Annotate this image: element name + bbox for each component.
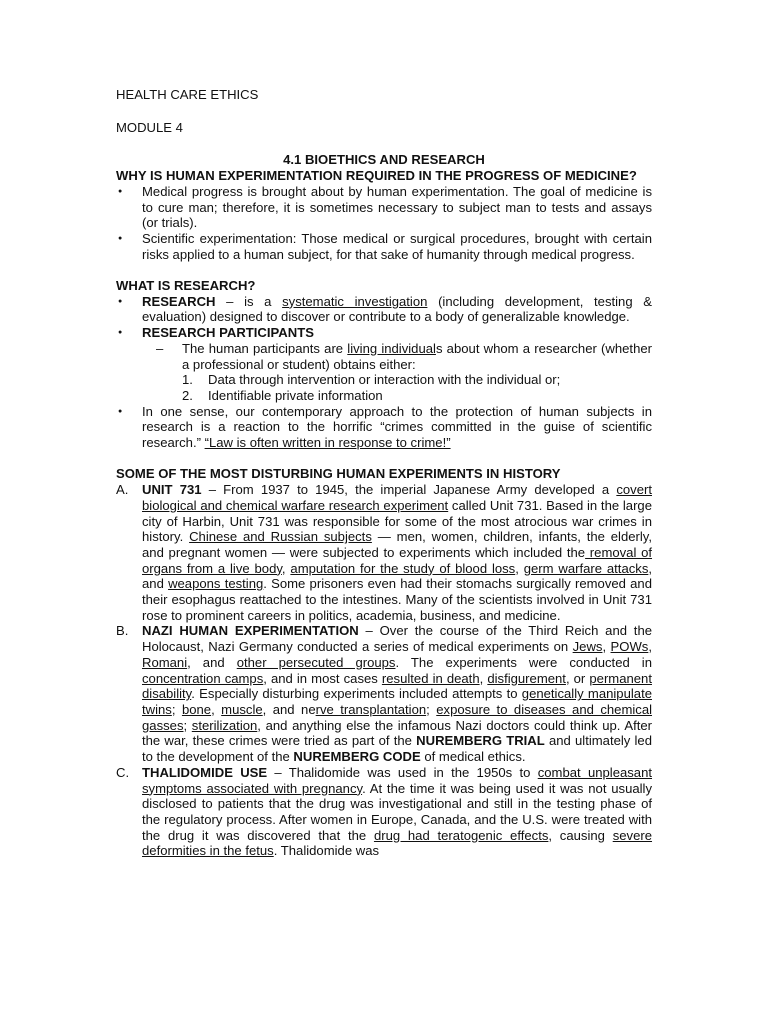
text-run: , and anything else the infamous Nazi doctors could think up. After the war, these crimes were tried as part of the (142, 717, 652, 749)
text-run: , (281, 560, 291, 576)
text-run: , and ne (262, 701, 316, 717)
text-run: , (479, 670, 488, 686)
underlined-phrase: germ warfare attacks (523, 560, 649, 576)
text-run: , or (565, 670, 590, 686)
underlined-phrase: Romani (142, 654, 188, 670)
text-run: , (648, 639, 652, 655)
underlined-phrase: other persecuted groups (236, 654, 396, 670)
text-run: The human participants are (182, 340, 348, 356)
numbered-item-1 (116, 372, 652, 388)
item-letter: B. (116, 623, 129, 639)
module-label: MODULE 4 (116, 119, 183, 135)
lettered-item-c (116, 765, 652, 859)
text-run: , and (187, 654, 237, 670)
text-run: ; (183, 717, 192, 733)
text-run: – Over the course of the Third Reich and the Holocaust, Nazi Germany conducted a series of medical experiments on (142, 623, 653, 655)
item-number: 1. (182, 372, 193, 388)
underlined-phrase: exposure to diseases and chemical gasses (142, 701, 653, 733)
section-title: 4.1 BIOETHICS AND RESEARCH (283, 152, 485, 168)
research-term: RESEARCH (142, 293, 216, 309)
underlined-phrase: combat unpleasant symptoms associated with pregnancy (142, 764, 653, 796)
item-term: NAZI HUMAN EXPERIMENTATION (142, 623, 359, 639)
bullet-item-1: ● Medical progress is brought about by human experimentation. The goal of medicine is to cure man; therefore, it is sometimes necessary to subject man to tests and assays (or trials). (116, 184, 652, 231)
underlined-phrase: muscle (221, 701, 263, 717)
spacer (116, 451, 652, 467)
research-definition (116, 294, 652, 325)
item-text: Data through intervention or interaction with the individual or; (208, 372, 561, 388)
underlined-phrase: resulted in death (381, 670, 480, 686)
text-run: of medical ethics. (420, 749, 526, 765)
underlined-phrase: sterilization (191, 717, 258, 733)
underlined-phrase: systematic investigation (282, 293, 428, 309)
text-run: , and (142, 560, 653, 592)
text-run: . Especially disturbing experiments included attempts to (191, 686, 522, 702)
text-run: – From 1937 to 1945, the imperial Japanese Army developed a (201, 482, 617, 498)
text-run: s about whom a researcher (whether a professional or student) obtains either: (182, 340, 652, 372)
text-run: – Thalidomide was used in the 1950s to (267, 764, 538, 780)
page-cutoff (116, 764, 653, 859)
underlined-phrase: concentration camps (142, 670, 264, 686)
text-run: . The experiments were conducted in (395, 654, 653, 670)
text-run: , (211, 701, 222, 717)
underlined-quote: “Law is often written in response to crime!” (204, 435, 451, 451)
question-heading-3: SOME OF THE MOST DISTURBING HUMAN EXPERIMENTS IN HISTORY (116, 466, 561, 482)
underlined-phrase: severe deformities in the fetus (142, 827, 653, 859)
text-run: ; (171, 701, 182, 717)
underlined-phrase: Chinese and Russian subjects (189, 529, 372, 545)
course-title: HEALTH CARE ETHICS (116, 87, 259, 102)
text-run: , (602, 639, 611, 655)
lettered-item-b (116, 623, 652, 764)
underlined-phrase: bone (181, 701, 212, 717)
underlined-phrase: genetically manipulate twins (142, 686, 652, 717)
item-text: Identifiable private information (208, 387, 383, 403)
underlined-phrase: permanent disability (142, 670, 652, 702)
underlined-phrase: POWs (610, 639, 649, 655)
text-run: and ultimately led to the development of the (142, 733, 652, 765)
bold-term: NUREMBERG TRIAL (416, 733, 545, 749)
document-body (116, 87, 653, 859)
text-run: — men, women, children, infants, the elderly, and pregnant women — were subjected to experiments which included the (142, 529, 653, 560)
bold-term: NUREMBERG CODE (293, 749, 421, 765)
text-run: . Some prisoners even had their stomachs surgically removed and their esophagus reattached to the intestines. Many of the scientists involved in Unit 731 rose to prominent careers in politics, academia, business, and medicine. (142, 576, 653, 623)
question-heading-1: WHY IS HUMAN EXPERIMENTATION REQUIRED IN THE PROGRESS OF MEDICINE? (116, 168, 637, 184)
item-letter: C. (116, 764, 130, 780)
underlined-phrase: amputation for the study of blood loss (290, 560, 516, 576)
text-run: , and in most cases (263, 670, 382, 686)
participants-description (116, 341, 652, 372)
underlined-phrase: removal of organs from a live body (142, 544, 653, 576)
text-run: , causing (548, 827, 613, 843)
underlined-phrase: disfigurement (487, 670, 566, 686)
question-heading-2: WHAT IS RESEARCH? (116, 278, 256, 294)
underlined-phrase: covert biological and chemical warfare research experiment (142, 482, 652, 513)
numbered-item-2 (116, 388, 652, 404)
text-run: , (515, 560, 524, 576)
text-run: – is a (215, 293, 283, 309)
item-number: 2. (182, 387, 193, 403)
lettered-item-a (116, 482, 652, 623)
spacer (116, 262, 652, 278)
participants-heading: ● RESEARCH PARTICIPANTS (116, 325, 652, 341)
underlined-phrase: drug had teratogenic effects (373, 827, 549, 843)
text-run: . At the time it was being used it was not usually disclosed to patients that the drug was investigational and still in the testing phase of the regulatory process. After women in Europe, Canada, and the U.S. were treated with the drug it was discovered that the (142, 780, 652, 843)
item-letter: A. (116, 482, 129, 498)
underlined-phrase: rve transplantation (315, 701, 427, 717)
text-run: called Unit 731. Based in the large city of Harbin, Unit 731 was responsible for some of the most atrocious war crimes in history. (142, 497, 652, 545)
underlined-phrase: weapons testing (168, 576, 264, 592)
underlined-phrase: Jews (572, 639, 603, 655)
text-run: . Thalidomide was (273, 843, 380, 859)
item-term: UNIT 731 (142, 482, 202, 498)
bullet-item-2: ● Scientific experimentation: Those medical or surgical procedures, brought with certain risks applied to a human subject, for that sake of humanity through medical progress. (116, 231, 652, 262)
bullet-item-sense (116, 404, 652, 451)
text-run: (including development, testing & evaluation) designed to discover or contribute to a body of generalizable knowledge. (142, 293, 652, 325)
item-term: THALIDOMIDE USE (142, 764, 268, 780)
text-run: In one sense, our contemporary approach to the protection of human subjects in research is a reaction to the horrific “crimes committed in the guise of scientific research.” (142, 403, 652, 451)
underlined-phrase: living individual (347, 340, 436, 356)
text-run: ; (426, 701, 437, 717)
